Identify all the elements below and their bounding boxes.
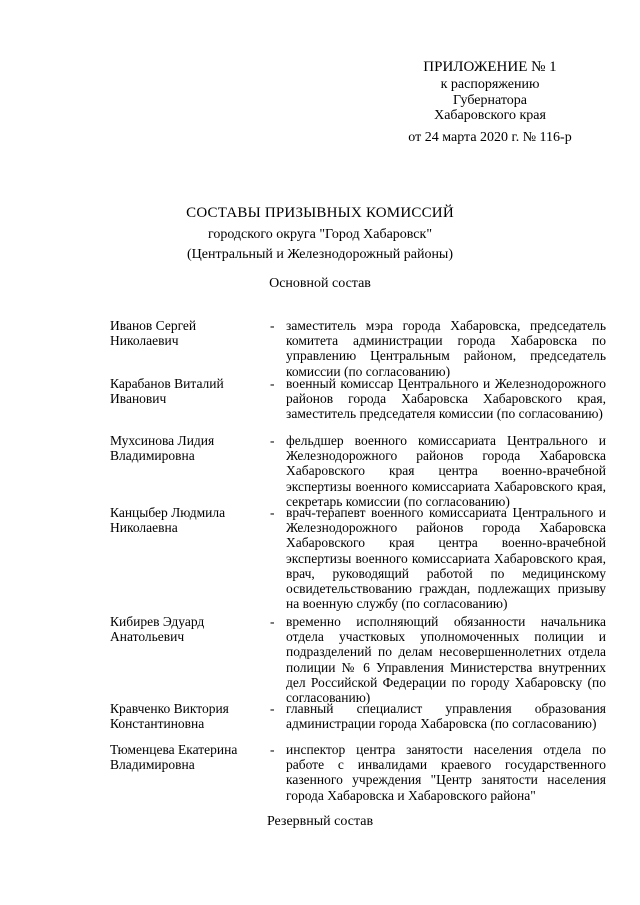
appendix-line: Хабаровского края [434,108,546,123]
dash-separator: - [270,614,275,629]
member-row [110,742,606,803]
dash-separator: - [270,433,275,448]
document-title-block [0,203,640,265]
member-row [110,433,606,509]
document-subtitle: (Центральный и Железнодорожный районы) [187,247,453,262]
member-name: Кравченко Виктория Константиновна [110,701,229,732]
member-role: заместитель мэра города Хабаровска, председатель комитета администрации города Хабаровска по управлению Центральным районом, председатель комиссии (по согласованию) [286,318,606,379]
member-name: Карабанов Виталий Иванович [110,376,224,407]
member-role: врач-терапевт военного комиссариата Центрального и Железнодорожного районов города Хабаровска Хабаровского края центра военно-врачебной экспертизы военного комиссариата Хабаровского края, врач, руководящий работой по медицинскому освидетельствованию граждан, подлежащих призыву на военную службу (по согласованию) [286,505,606,612]
member-row [110,701,606,731]
dash-separator: - [270,505,275,520]
member-role: инспектор центра занятости населения отдела по работе с инвалидами краевого государственного казенного учреждения "Центр занятости населения города Хабаровска и Хабаровского района" [286,742,606,803]
appendix-line: к распоряжению [440,77,540,92]
member-role: временно исполняющий обязанности начальника отдела участковых уполномоченных полиции и подразделений по делам несовершеннолетних отдела полиции № 6 Управления Министерства внутренних дел Российской Федерации по городу Хабаровску (по согласованию) [286,614,606,706]
appendix-date: от 24 марта 2020 г. № 116-р [408,129,572,145]
member-row [110,376,606,422]
dash-separator: - [270,742,275,757]
dash-separator: - [270,701,275,716]
member-name: Иванов Сергей Николаевич [110,318,197,349]
section-heading-main: Основной состав [269,276,371,291]
document-title: СОСТАВЫ ПРИЗЫВНЫХ КОМИССИЙ [186,205,454,221]
member-name: Мухсинова Лидия Владимировна [110,433,215,464]
appendix-heading: ПРИЛОЖЕНИЕ № 1 [423,59,557,75]
appendix-block [380,58,600,145]
member-role: фельдшер военного комиссариата Центрального и Железнодорожного районов города Хабаровска Хабаровского края центра военно-врачебной экспертизы военного комиссариата Хабаровского края, секретарь комиссии (по согласованию) [286,433,606,509]
member-row [110,505,606,611]
member-row [110,318,606,379]
member-name: Кибирев Эдуард Анатольевич [110,614,205,645]
member-role: главный специалист управления образования администрации города Хабаровска (по согласованию) [286,701,606,732]
member-name: Канцыбер Людмила Николаевна [110,505,226,536]
dash-separator: - [270,376,275,391]
document-subtitle: городского округа "Город Хабаровск" [207,227,433,242]
member-name: Тюменцева Екатерина Владимировна [110,742,238,773]
dash-separator: - [270,318,275,333]
member-role: военный комиссар Центрального и Железнодорожного районов города Хабаровска Хабаровского края, заместитель председателя комиссии (по согласованию) [286,376,606,422]
section-heading-reserve: Резервный состав [266,814,374,829]
appendix-line: Губернатора [452,92,528,108]
member-row [110,614,606,705]
